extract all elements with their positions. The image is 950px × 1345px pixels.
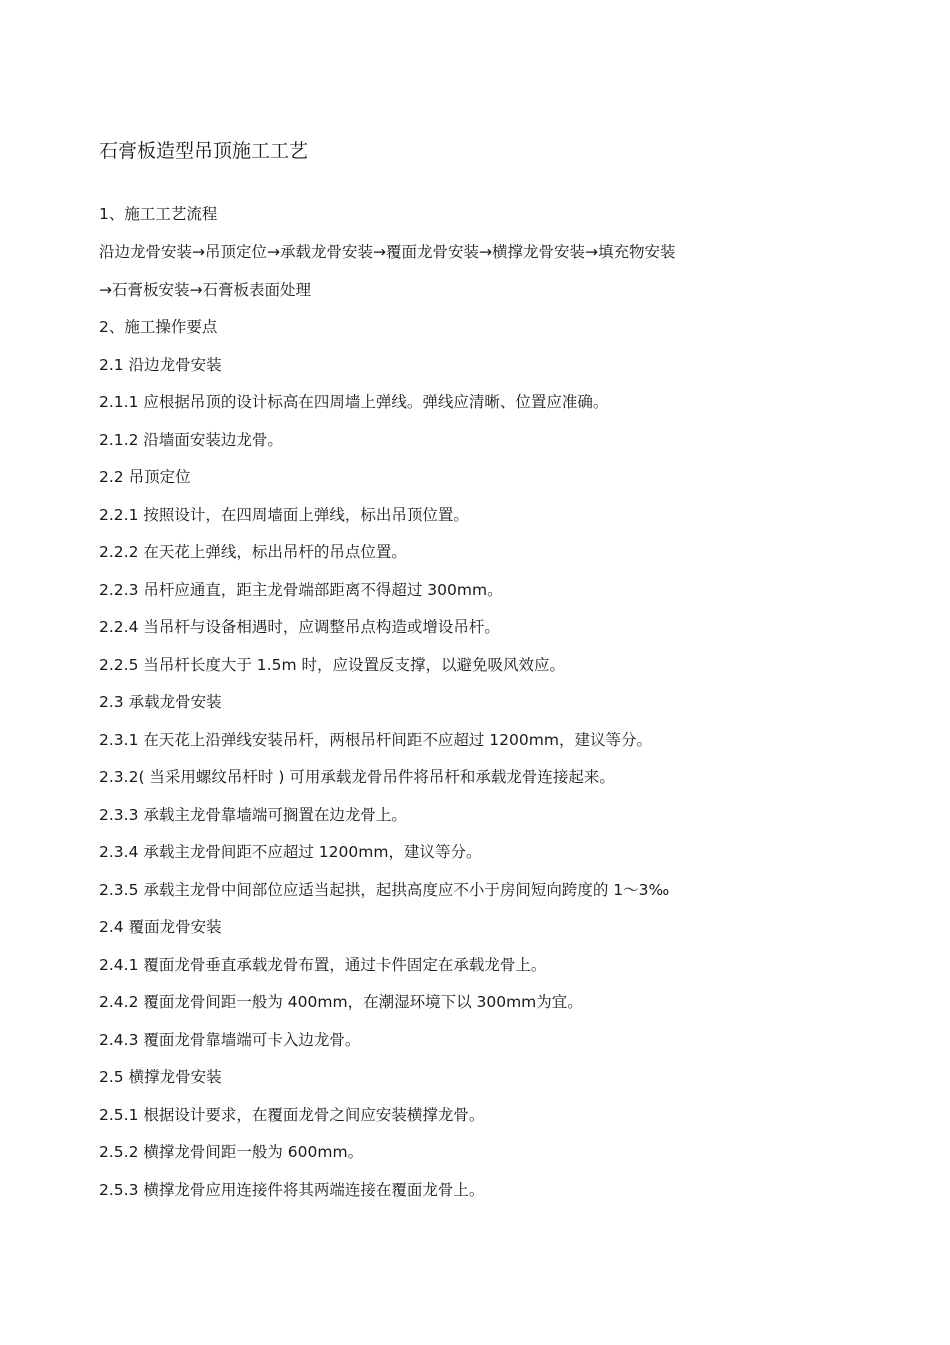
item-2-3-1: 2.3.1 在天花上沿弹线安装吊杆，两根吊杆间距不应超过 1200mm，建议等分。 <box>99 731 652 749</box>
section-heading-2: 2、施工操作要点 <box>99 318 218 336</box>
item-2-4-1: 2.4.1 覆面龙骨垂直承载龙骨布置，通过卡件固定在承载龙骨上。 <box>99 956 547 974</box>
subsection-2-4: 2.4 覆面龙骨安装 <box>99 918 222 936</box>
item-2-2-1: 2.2.1 按照设计，在四周墙面上弹线，标出吊顶位置。 <box>99 506 469 524</box>
subsection-2-5: 2.5 横撑龙骨安装 <box>99 1068 222 1086</box>
item-2-5-3: 2.5.3 横撑龙骨应用连接件将其两端连接在覆面龙骨上。 <box>99 1181 485 1199</box>
item-2-4-2: 2.4.2 覆面龙骨间距一般为 400mm，在潮湿环境下以 300mm为宜。 <box>99 993 583 1011</box>
item-2-3-5: 2.3.5 承载主龙骨中间部位应适当起拱，起拱高度应不小于房间短向跨度的 1～3‰ <box>99 881 670 899</box>
subsection-2-3: 2.3 承载龙骨安装 <box>99 693 222 711</box>
process-flow-line-1: 沿边龙骨安装→吊顶定位→承载龙骨安装→覆面龙骨安装→横撑龙骨安装→填充物安装 <box>99 243 676 261</box>
section-heading-1: 1、施工工艺流程 <box>99 205 218 223</box>
item-2-1-1: 2.1.1 应根据吊顶的设计标高在四周墙上弹线。弹线应清晰、位置应准确。 <box>99 393 609 411</box>
item-2-1-2: 2.1.2 沿墙面安装边龙骨。 <box>99 431 283 449</box>
item-2-3-2: 2.3.2( 当采用螺纹吊杆时 ) 可用承载龙骨吊件将吊杆和承载龙骨连接起来。 <box>99 768 615 786</box>
item-2-2-2: 2.2.2 在天花上弹线，标出吊杆的吊点位置。 <box>99 543 407 561</box>
subsection-2-1: 2.1 沿边龙骨安装 <box>99 356 222 374</box>
item-2-2-5: 2.2.5 当吊杆长度大于 1.5m 时，应设置反支撑，以避免吸风效应。 <box>99 656 565 674</box>
document-title: 石膏板造型吊顶施工工艺 <box>99 140 309 162</box>
item-2-5-1: 2.5.1 根据设计要求，在覆面龙骨之间应安装横撑龙骨。 <box>99 1106 485 1124</box>
item-2-4-3: 2.4.3 覆面龙骨靠墙端可卡入边龙骨。 <box>99 1031 361 1049</box>
process-flow-line-2: →石膏板安装→石膏板表面处理 <box>99 281 311 299</box>
subsection-2-2: 2.2 吊顶定位 <box>99 468 191 486</box>
item-2-2-4: 2.2.4 当吊杆与设备相遇时，应调整吊点构造或增设吊杆。 <box>99 618 500 636</box>
item-2-5-2: 2.5.2 横撑龙骨间距一般为 600mm。 <box>99 1143 364 1161</box>
item-2-3-4: 2.3.4 承载主龙骨间距不应超过 1200mm，建议等分。 <box>99 843 482 861</box>
item-2-3-3: 2.3.3 承载主龙骨靠墙端可搁置在边龙骨上。 <box>99 806 407 824</box>
item-2-2-3: 2.2.3 吊杆应通直，距主龙骨端部距离不得超过 300mm。 <box>99 581 503 599</box>
